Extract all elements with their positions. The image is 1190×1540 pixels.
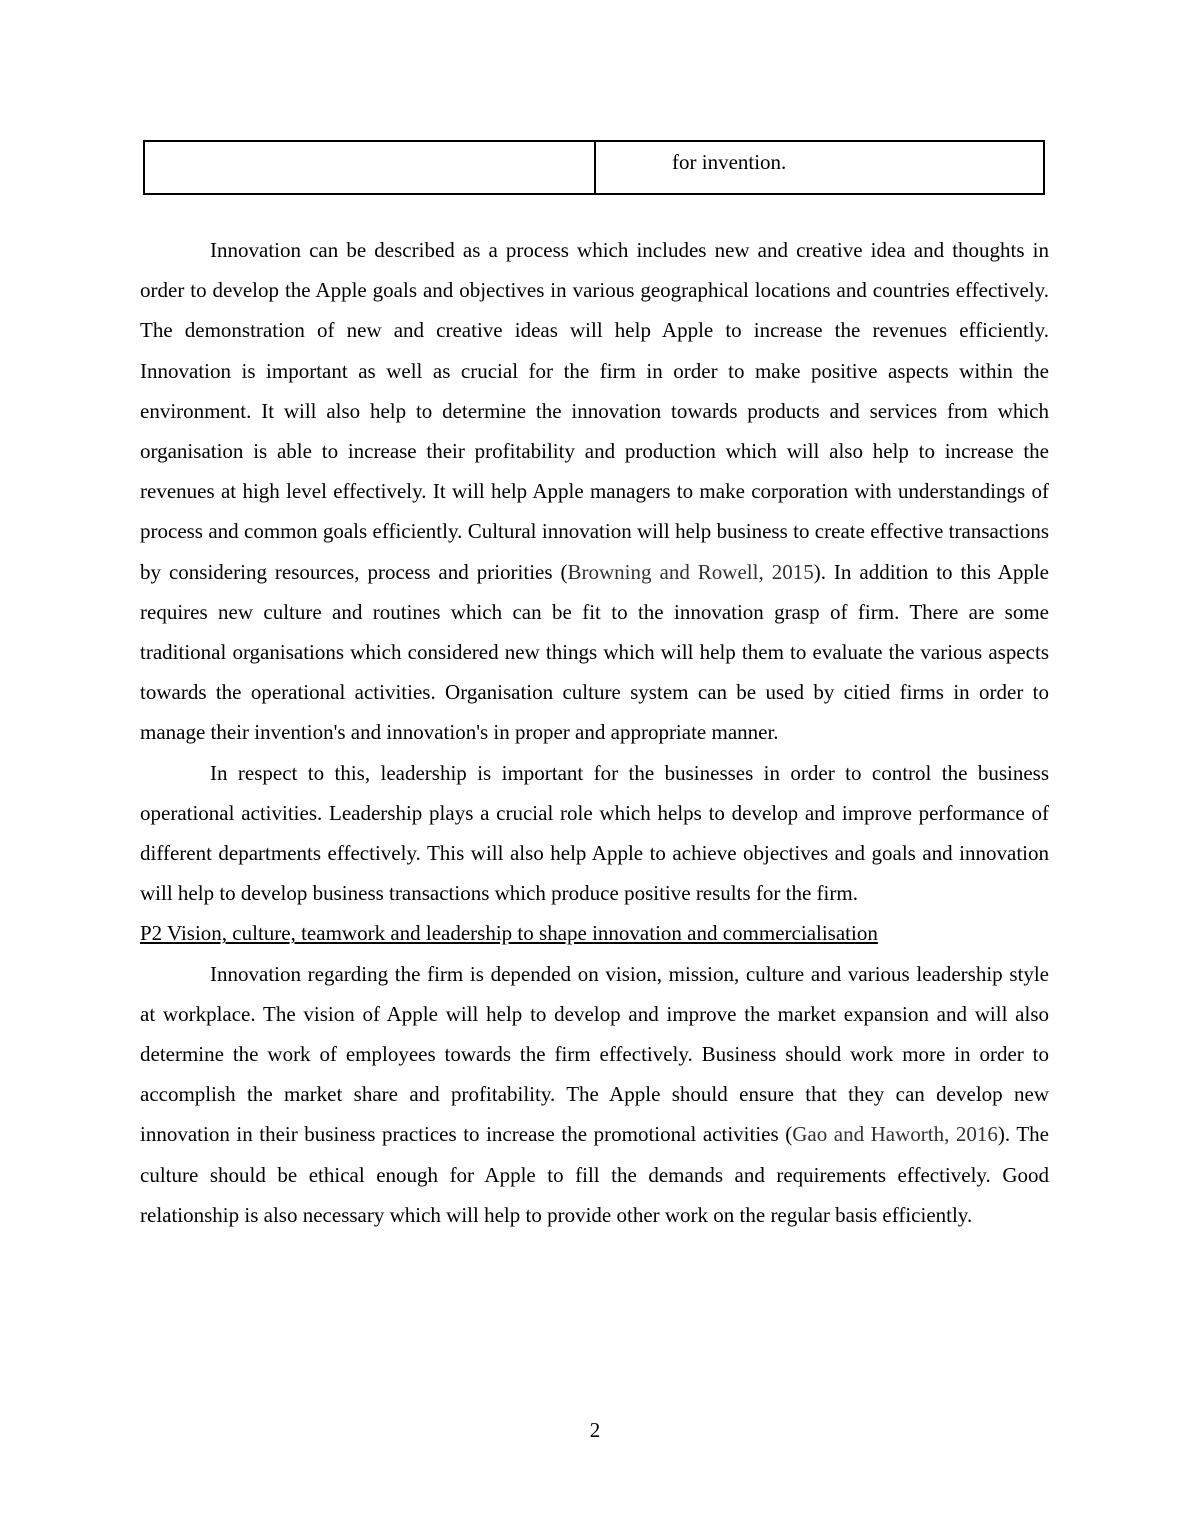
table-cell-right: for invention.: [595, 141, 1044, 194]
table-fragment: [143, 140, 1045, 195]
paragraph-text: Innovation can be described as a process which includes new and creative idea and thoughts in order to develop the Apple goals and objectives in various geographical locations and countries effectively. The demonstration of new and creative ideas will help Apple to increase the revenues efficiently. Innovation is important as well as crucial for the firm in order to make positive aspects within the environment. It will also help to determine the innovation towards products and services from which organisation is able to increase their profitability and production which will also help to increase the revenues at high level effectively. It will help Apple managers to make corporation with understandings of process and common goals efficiently. Cultural innovation will help business to create effective transactions by considering resources, process and priorities (: [140, 238, 1049, 584]
paragraph-text: Innovation regarding the firm is depended on vision, mission, culture and various leadership style at workplace. The vision of Apple will help to develop and improve the market expansion and will also determine the work of employees towards the firm effectively. Business should work more in order to accomplish the market share and profitability. The Apple should ensure that they can develop new innovation in their business practices to increase the promotional activities (: [140, 961, 1049, 1147]
table-cell-left: [144, 141, 595, 194]
citation-browning-rowell: Browning and Rowell, 2015: [567, 559, 814, 584]
body-text: [140, 230, 1049, 1235]
paragraph-vision-culture: [140, 954, 1049, 1235]
paragraph-leadership: In respect to this, leadership is important for the businesses in order to control the business operational activities. Leadership plays a crucial role which helps to develop and improve performance of different departments effectively. This will also help Apple to achieve objectives and goals and innovation will help to develop business transactions which produce positive results for the firm.: [140, 760, 1049, 906]
paragraph-innovation-process: [140, 230, 1049, 753]
paragraph-text: ). The culture should be ethical enough for Apple to fill the demands and requirements effectively. Good relationship is also necessary which will help to provide other work on the regular basis efficiently.: [140, 1122, 1049, 1227]
paragraph-text: ). In addition to this Apple requires new culture and routines which can be fit to the innovation grasp of firm. There are some traditional organisations which considered new things which will help them to evaluate the various aspects towards the operational activities. Organisation culture system can be used by citied firms in order to manage their invention's and innovation's in proper and appropriate manner.: [140, 559, 1050, 745]
table-row: [144, 141, 1044, 194]
section-heading-p2: P2 Vision, culture, teamwork and leadership to shape innovation and commercialisation: [140, 921, 878, 946]
citation-gao-haworth: Gao and Haworth, 2016: [792, 1122, 998, 1147]
page-number: 2: [589, 1418, 601, 1442]
